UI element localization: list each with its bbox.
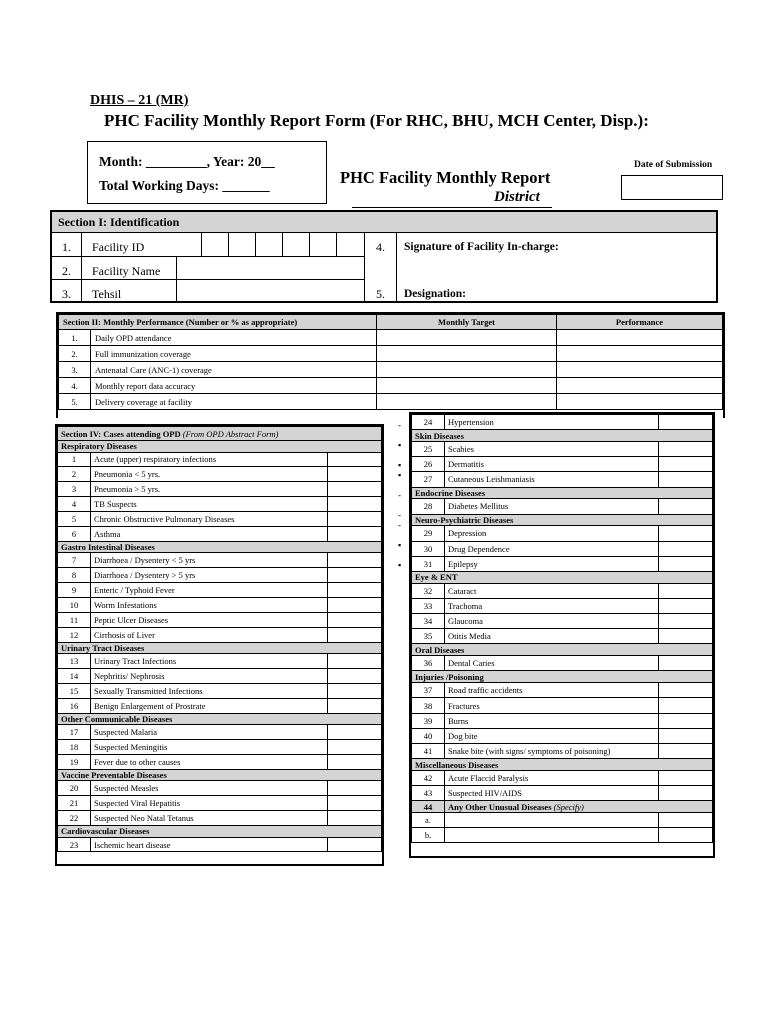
case-count-cell[interactable]	[659, 499, 713, 514]
disease-row	[58, 683, 382, 698]
row-number: 19	[58, 755, 91, 770]
category-label: Eye & ENT	[412, 571, 713, 583]
facility-name-label: Facility Name	[92, 264, 161, 278]
working-days-line: Total Working Days: _______	[99, 178, 270, 193]
disease-row	[58, 526, 382, 541]
disease-row	[58, 467, 382, 482]
disease-label: Ischemic heart disease	[91, 837, 328, 852]
month-year-line: Month: _________, Year: 20__	[99, 154, 275, 169]
category-row	[412, 514, 713, 526]
performance-row	[59, 394, 723, 410]
case-count-cell[interactable]	[659, 743, 713, 758]
target-cell[interactable]	[377, 346, 557, 362]
case-count-cell[interactable]	[328, 796, 382, 811]
district-label: District	[494, 189, 540, 205]
case-count-cell[interactable]	[328, 654, 382, 669]
performance-cell[interactable]	[557, 362, 723, 378]
row-number: 1.	[62, 240, 71, 254]
disease-label: Acute (upper) respiratory infections	[91, 452, 328, 467]
category-row	[58, 769, 382, 781]
row-number: 32	[412, 583, 445, 598]
disease-row	[412, 499, 713, 514]
case-count-cell[interactable]	[659, 813, 713, 828]
disease-row	[58, 837, 382, 852]
case-count-cell[interactable]	[328, 568, 382, 583]
row-number: 37	[412, 683, 445, 698]
row-number: 24	[412, 415, 445, 430]
disease-row	[58, 583, 382, 598]
disease-row	[412, 656, 713, 671]
category-label: Neuro-Psychiatric Diseases	[412, 514, 713, 526]
category-label: Urinary Tract Diseases	[58, 642, 382, 654]
specify-disease-cell[interactable]	[445, 813, 659, 828]
disease-label: Cirrhosis of Liver	[91, 627, 328, 642]
month-info-box	[87, 141, 327, 204]
disease-label: Urinary Tract Infections	[91, 654, 328, 669]
disease-row	[58, 598, 382, 613]
row-number: 2.	[62, 264, 71, 278]
disease-label: Worm Infestations	[91, 598, 328, 613]
disease-label: Diabetes Mellitus	[445, 499, 659, 514]
row-number: 16	[58, 698, 91, 713]
section-monthly-performance	[56, 312, 725, 418]
case-count-cell[interactable]	[659, 728, 713, 743]
case-count-cell[interactable]	[328, 669, 382, 684]
disease-label: Epilepsy	[445, 556, 659, 571]
row-number: 5	[58, 512, 91, 527]
monthly-target-header: Monthly Target	[377, 315, 557, 330]
disease-row	[412, 713, 713, 728]
row-number: 17	[58, 725, 91, 740]
disease-label: Glaucoma	[445, 614, 659, 629]
disease-label: Suspected Viral Hepatitis	[91, 796, 328, 811]
category-row	[412, 571, 713, 583]
row-number: 33	[412, 598, 445, 613]
disease-row	[58, 452, 382, 467]
row-number: 18	[58, 740, 91, 755]
category-label: Respiratory Diseases	[58, 441, 382, 453]
disease-row	[58, 781, 382, 796]
row-number: 31	[412, 556, 445, 571]
row-number: 2.	[59, 346, 91, 362]
disease-label: Suspected Malaria	[91, 725, 328, 740]
category-label: Injuries /Poisoning	[412, 671, 713, 683]
disease-row	[412, 683, 713, 698]
signature-label: Signature of Facility In-charge:	[404, 241, 559, 253]
disease-label: Trachoma	[445, 598, 659, 613]
row-number: 1.	[59, 330, 91, 346]
row-number: 3.	[59, 362, 91, 378]
category-row	[58, 713, 382, 725]
disease-label: Pneumonia > 5 yrs.	[91, 482, 328, 497]
disease-label: Suspected Meningitis	[91, 740, 328, 755]
disease-label: Diarrhoea / Dysentery > 5 yrs	[91, 568, 328, 583]
row-number: 41	[412, 743, 445, 758]
disease-row	[412, 629, 713, 644]
disease-row	[58, 627, 382, 642]
case-count-cell[interactable]	[328, 452, 382, 467]
disease-row	[412, 541, 713, 556]
disease-row	[58, 669, 382, 684]
category-label: Vaccine Preventable Diseases	[58, 769, 382, 781]
category-label: Miscellaneous Diseases	[412, 759, 713, 771]
performance-row	[59, 346, 723, 362]
disease-label: Chronic Obstructive Pulmonary Diseases	[91, 512, 328, 527]
row-number: 10	[58, 598, 91, 613]
disease-row	[58, 512, 382, 527]
row-number: 15	[58, 683, 91, 698]
row-number: 5.	[59, 394, 91, 410]
case-count-cell[interactable]	[659, 683, 713, 698]
indicator-label: Antenatal Care (ANC-1) coverage	[91, 362, 377, 378]
case-count-cell[interactable]	[659, 472, 713, 487]
section-opd-cases-left	[55, 424, 384, 866]
category-label: Other Communicable Diseases	[58, 713, 382, 725]
disease-row	[58, 740, 382, 755]
disease-label: Benign Enlargement of Prostrate	[91, 698, 328, 713]
disease-label: Hypertension	[445, 415, 659, 430]
case-count-cell[interactable]	[659, 713, 713, 728]
disease-row	[58, 654, 382, 669]
disease-label: Scabies	[445, 441, 659, 456]
row-number: 42	[412, 770, 445, 785]
category-row	[412, 644, 713, 656]
case-count-cell[interactable]	[328, 553, 382, 568]
disease-row	[58, 612, 382, 627]
disease-label: Fractures	[445, 698, 659, 713]
row-number: 21	[58, 796, 91, 811]
indicator-label: Full immunization coverage	[91, 346, 377, 362]
disease-row	[58, 568, 382, 583]
disease-row	[58, 482, 382, 497]
margin-marks: - ▪ ▪ ▪ - - - ▪ ▪	[398, 420, 402, 570]
case-count-cell[interactable]	[659, 457, 713, 472]
disease-row	[58, 755, 382, 770]
category-label: Endocrine Diseases	[412, 487, 713, 499]
row-number: 9	[58, 583, 91, 598]
row-number: 3.	[62, 287, 71, 301]
case-count-cell[interactable]	[328, 740, 382, 755]
disease-row	[412, 556, 713, 571]
category-row	[58, 642, 382, 654]
disease-row	[412, 415, 713, 430]
disease-row	[58, 497, 382, 512]
disease-label: Dental Caries	[445, 656, 659, 671]
disease-label: Drug Dependence	[445, 541, 659, 556]
case-count-cell[interactable]	[328, 837, 382, 852]
disease-label: Dermatitis	[445, 457, 659, 472]
district-underline	[352, 207, 552, 208]
disease-label: Snake bite (with signs/ symptoms of poisoning)	[445, 743, 659, 758]
category-label: Oral Diseases	[412, 644, 713, 656]
row-number: 11	[58, 612, 91, 627]
case-count-cell[interactable]	[328, 598, 382, 613]
row-number: 4.	[59, 378, 91, 394]
case-count-cell[interactable]	[328, 467, 382, 482]
disease-row	[412, 457, 713, 472]
disease-label: Depression	[445, 526, 659, 541]
category-row	[412, 430, 713, 442]
category-row	[58, 441, 382, 453]
disease-row	[412, 743, 713, 758]
category-row	[412, 671, 713, 683]
disease-label: Suspected HIV/AIDS	[445, 786, 659, 801]
indicator-label: Monthly report data accuracy	[91, 378, 377, 394]
row-number: 28	[412, 499, 445, 514]
section-identification	[50, 210, 718, 303]
row-number: 14	[58, 669, 91, 684]
disease-label: Acute Flaccid Paralysis	[445, 770, 659, 785]
disease-label: Suspected Neo Natal Tetanus	[91, 811, 328, 826]
case-count-cell[interactable]	[328, 512, 382, 527]
disease-row	[58, 811, 382, 826]
disease-row	[412, 728, 713, 743]
disease-row	[58, 698, 382, 713]
specify-row	[412, 813, 713, 828]
case-count-cell[interactable]	[659, 526, 713, 541]
case-count-cell[interactable]	[328, 811, 382, 826]
row-number: 38	[412, 698, 445, 713]
case-count-cell[interactable]	[659, 629, 713, 644]
disease-row	[412, 786, 713, 801]
row-letter: b.	[412, 828, 445, 843]
row-number: 7	[58, 553, 91, 568]
disease-label: Road traffic accidents	[445, 683, 659, 698]
case-count-cell[interactable]	[328, 725, 382, 740]
row-number: 43	[412, 786, 445, 801]
indicator-label: Delivery coverage at facility	[91, 394, 377, 410]
case-count-cell[interactable]	[328, 781, 382, 796]
row-number: 4	[58, 497, 91, 512]
case-count-cell[interactable]	[659, 583, 713, 598]
disease-label: Pneumonia < 5 yrs.	[91, 467, 328, 482]
row-number: 13	[58, 654, 91, 669]
row-number: 20	[58, 781, 91, 796]
indicator-label: Daily OPD attendance	[91, 330, 377, 346]
category-row	[412, 759, 713, 771]
disease-label: Peptic Ulcer Diseases	[91, 612, 328, 627]
row-number: 4.	[376, 240, 385, 254]
row-number: 8	[58, 568, 91, 583]
row-number: 3	[58, 482, 91, 497]
row-number: 12	[58, 627, 91, 642]
disease-label: Sexually Transmitted Infections	[91, 683, 328, 698]
disease-label: Nephritis/ Nephrosis	[91, 669, 328, 684]
performance-row	[59, 378, 723, 394]
row-number: 26	[412, 457, 445, 472]
disease-row	[412, 598, 713, 613]
disease-row	[58, 796, 382, 811]
category-label: Skin Diseases	[412, 430, 713, 442]
case-count-cell[interactable]	[328, 612, 382, 627]
row-number: 2	[58, 467, 91, 482]
disease-row	[412, 583, 713, 598]
row-number: 40	[412, 728, 445, 743]
tehsil-label: Tehsil	[92, 287, 122, 301]
row-number: 23	[58, 837, 91, 852]
case-count-cell[interactable]	[328, 627, 382, 642]
disease-label: Suspected Measles	[91, 781, 328, 796]
row-number: 44	[412, 801, 445, 813]
row-number: 6	[58, 526, 91, 541]
row-number: 25	[412, 441, 445, 456]
performance-cell[interactable]	[557, 378, 723, 394]
disease-row	[412, 441, 713, 456]
case-count-cell[interactable]	[328, 755, 382, 770]
performance-row	[59, 330, 723, 346]
case-count-cell[interactable]	[659, 415, 713, 430]
disease-row	[412, 770, 713, 785]
performance-header: Performance	[557, 315, 723, 330]
case-count-cell[interactable]	[328, 526, 382, 541]
section2-title: Section II: Monthly Performance (Number or % as appropriate)	[59, 315, 377, 330]
facility-id-label: Facility ID	[92, 240, 145, 254]
case-count-cell[interactable]	[328, 698, 382, 713]
case-count-cell[interactable]	[659, 770, 713, 785]
case-count-cell[interactable]	[659, 614, 713, 629]
disease-row	[58, 725, 382, 740]
case-count-cell[interactable]	[659, 441, 713, 456]
category-label: Gastro Intestinal Diseases	[58, 541, 382, 553]
disease-label: Asthma	[91, 526, 328, 541]
disease-label: Burns	[445, 713, 659, 728]
category-row	[58, 541, 382, 553]
disease-row	[412, 472, 713, 487]
row-letter: a.	[412, 813, 445, 828]
section-opd-cases-right	[409, 412, 715, 858]
case-count-cell[interactable]	[328, 683, 382, 698]
target-cell[interactable]	[377, 378, 557, 394]
row-number: 22	[58, 811, 91, 826]
row-number: 34	[412, 614, 445, 629]
disease-row	[412, 698, 713, 713]
performance-cell[interactable]	[557, 330, 723, 346]
disease-label: Enteric / Typhoid Fever	[91, 583, 328, 598]
category-row	[412, 487, 713, 499]
unusual-diseases-row	[412, 801, 713, 813]
row-number: 29	[412, 526, 445, 541]
case-count-cell[interactable]	[328, 482, 382, 497]
row-number: 36	[412, 656, 445, 671]
performance-cell[interactable]	[557, 346, 723, 362]
row-number: 39	[412, 713, 445, 728]
row-number: 1	[58, 452, 91, 467]
specify-disease-cell[interactable]	[445, 828, 659, 843]
case-count-cell[interactable]	[659, 556, 713, 571]
performance-cell[interactable]	[557, 394, 723, 410]
case-count-cell[interactable]	[659, 698, 713, 713]
disease-label: TB Suspects	[91, 497, 328, 512]
case-count-cell[interactable]	[659, 656, 713, 671]
case-count-cell[interactable]	[328, 497, 382, 512]
section4-title: Section IV: Cases attending OPD (From OPD Abstract Form)	[58, 427, 382, 441]
category-row	[58, 826, 382, 838]
row-number: 30	[412, 541, 445, 556]
date-of-submission-label: Date of Submission	[634, 160, 713, 170]
target-cell[interactable]	[377, 394, 557, 410]
disease-row	[58, 553, 382, 568]
form-code: DHIS – 21 (MR)	[90, 93, 189, 108]
target-cell[interactable]	[377, 330, 557, 346]
form-title: PHC Facility Monthly Report Form (For RHC, BHU, MCH Center, Disp.):	[104, 111, 649, 130]
row-number: 5.	[376, 287, 385, 301]
specify-row	[412, 828, 713, 843]
disease-row	[412, 614, 713, 629]
performance-row	[59, 362, 723, 378]
case-count-cell[interactable]	[659, 828, 713, 843]
disease-label: Cataract	[445, 583, 659, 598]
date-of-submission-field[interactable]	[621, 175, 723, 200]
row-number: 35	[412, 629, 445, 644]
row-number: 27	[412, 472, 445, 487]
disease-row	[412, 526, 713, 541]
category-label: Cardiovascular Diseases	[58, 826, 382, 838]
case-count-cell[interactable]	[659, 598, 713, 613]
report-title: PHC Facility Monthly Report	[340, 168, 551, 187]
disease-label: Fever due to other causes	[91, 755, 328, 770]
disease-label: Cutaneous Leishmaniasis	[445, 472, 659, 487]
disease-label: Dog bite	[445, 728, 659, 743]
case-count-cell[interactable]	[328, 583, 382, 598]
disease-label: Otitis Media	[445, 629, 659, 644]
disease-label: Diarrhoea / Dysentery < 5 yrs	[91, 553, 328, 568]
section1-title: Section I: Identification	[52, 212, 716, 233]
unusual-diseases-label: Any Other Unusual Diseases (Specify)	[445, 801, 713, 813]
target-cell[interactable]	[377, 362, 557, 378]
designation-label: Designation:	[404, 288, 466, 300]
case-count-cell[interactable]	[659, 541, 713, 556]
case-count-cell[interactable]	[659, 786, 713, 801]
